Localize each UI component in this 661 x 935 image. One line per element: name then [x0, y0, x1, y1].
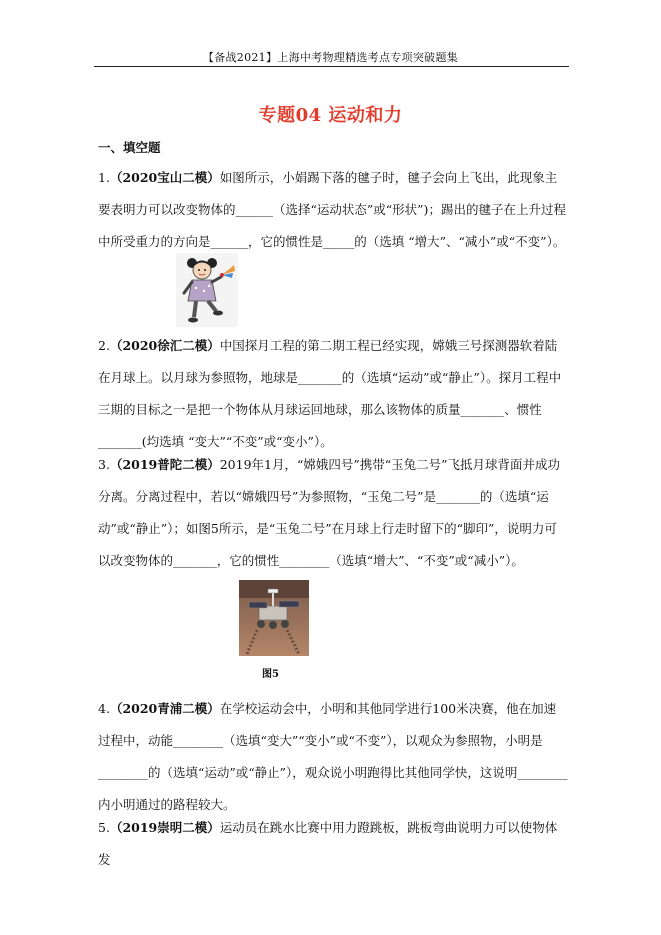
- question-body: 如图所示，小娟踢下落的毽子时，毽子会向上飞出，此现象主要表明力可以改变物体的______（选择“运动状态”或“形状”)；踢出的毽子在上升过程中所受重力的方向是______，它的惯性是_____的（选填 “增大”、“减小”或“不变”）。: [98, 170, 566, 249]
- question-2: [98, 330, 568, 458]
- question-1: [98, 162, 568, 258]
- question-5: [98, 812, 568, 876]
- question-body: 中国探月工程的第二期工程已经实现，嫦娥三号探测器软着陆在月球上。以月球为参照物，地球是_______的（选填“运动”或“静止”）。探月工程中三期的目标之一是把一个物体从月球运回地球，那么该物体的质量_______、惯性_______(均选填 “变大”“不变”或“变小”）。: [98, 338, 562, 449]
- page-title: 专题04 运动和力: [258, 105, 403, 126]
- question-source: （2019普陀二模）: [109, 457, 220, 472]
- question-number: 1.: [98, 170, 110, 185]
- page-header: 【备战2021】上海中考物理精选考点专项突破题集: [202, 51, 459, 64]
- section-heading: 一、填空题: [98, 140, 161, 155]
- lunar-rover-photo: [239, 580, 309, 656]
- question-source: （2020青浦二模）: [109, 701, 220, 716]
- question-number: 4.: [98, 701, 110, 716]
- question-number: 2.: [98, 338, 110, 353]
- figure-caption: 图5: [262, 669, 279, 680]
- question-body: 在学校运动会中，小明和其他同学进行100米决赛，他在加速过程中，动能________（选填“变大”“变小”或“不变”），以观众为参照物，小明是________的（选填“运动”或“静止”），观众说小明跑得比其他同学快，这说明________内小明通过的路程较大。: [98, 701, 568, 812]
- question-source: （2020徐汇二模）: [109, 338, 220, 353]
- shuttlecock-girl-illustration: [176, 253, 238, 327]
- question-source: （2020宝山二模）: [109, 170, 220, 185]
- question-body: 运动员在跳水比赛中用力蹬跳板，跳板弯曲说明力可以使物体发: [98, 820, 558, 867]
- header-rule: [94, 66, 569, 67]
- question-source: （2019崇明二模）: [109, 820, 220, 835]
- question-number: 5.: [98, 820, 110, 835]
- question-body: 2019年1月，“嫦娥四号”携带“玉兔二号”飞抵月球背面并成功分离。分离过程中，若以“嫦娥四号”为参照物，“玉兔二号”是_______的（选填“运动”或“静止”）；如图5所示，是“玉兔二号”在月球上行走时留下的“脚印”，说明力可以改变物体的_______，它的惯性________（选填“增大”、“不变”或“减小”）。: [98, 457, 561, 568]
- question-4: [98, 693, 568, 821]
- question-number: 3.: [98, 457, 110, 472]
- question-3: [98, 449, 568, 577]
